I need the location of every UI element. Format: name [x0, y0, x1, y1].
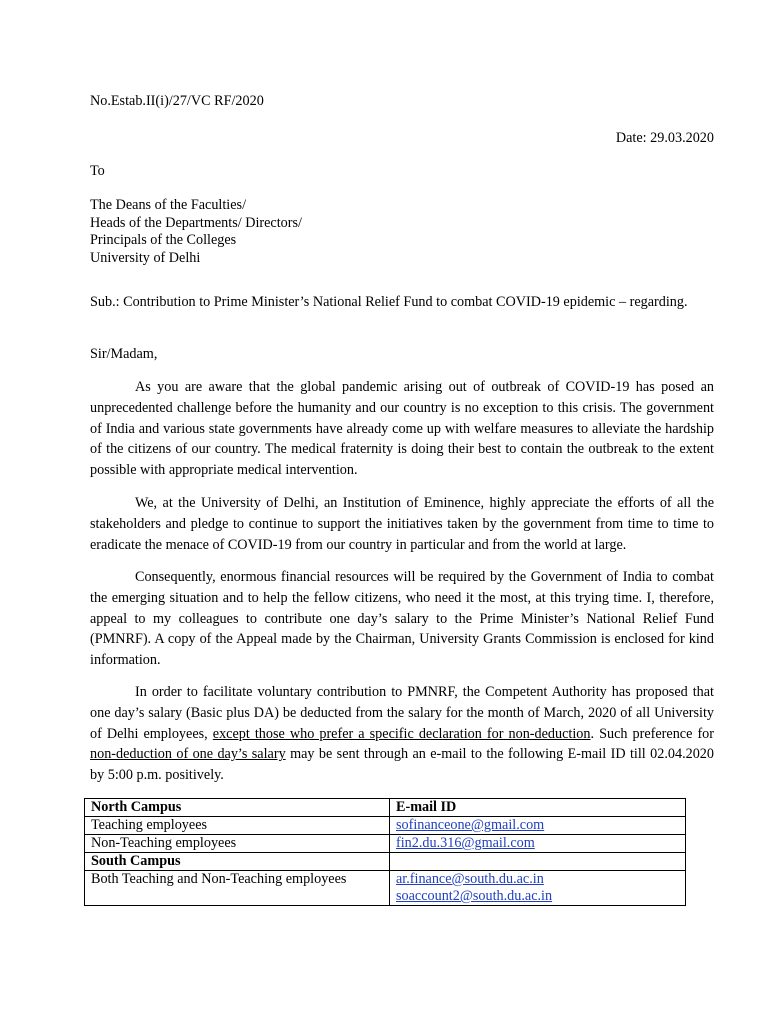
- salutation: Sir/Madam,: [90, 346, 158, 362]
- email-cell: [390, 871, 686, 906]
- to-label: To: [90, 163, 105, 179]
- north-campus-header: North Campus: [85, 799, 390, 817]
- addressee-line: The Deans of the Faculties/: [90, 197, 247, 213]
- table-header-row: [85, 799, 686, 817]
- paragraph-2-text: We, at the University of Delhi, an Institution of Eminence, highly appreciate the efforts of all the stakeholders and pledge to continue to support the initiatives taken by the government from time to time to eradicate the menace of COVID-19 from our country in particular and from the world at large.: [90, 495, 714, 553]
- email-link[interactable]: soaccount2@south.du.ac.in: [396, 888, 553, 904]
- non-teaching-employees-cell: Non-Teaching employees: [85, 835, 390, 853]
- paragraph-1-text: As you are aware that the global pandemic arising out of outbreak of COVID-19 has posed an unprecedented challenge before the humanity and our country is no exception to this crisis. The government of India and various state governments have already come up with welfare measures to alleviate the hardship of the citizens of our country. The medical fraternity is doing their best to contain the outbreak to the extent possible with appropriate medical intervention.: [90, 379, 714, 479]
- letter-date: Date: 29.03.2020: [615, 130, 714, 146]
- subject-text: Contribution to Prime Minister’s National Relief Fund to combat COVID-19 epidemic – regarding.: [123, 294, 688, 310]
- table-row: [85, 871, 686, 906]
- paragraph-1: [90, 377, 714, 481]
- email-cell: [390, 817, 686, 835]
- non-deduction-phrase: non-deduction of one day’s salary: [90, 746, 286, 763]
- email-link[interactable]: sofinanceone@gmail.com: [396, 817, 545, 833]
- paragraph-4-text: In order to facilitate voluntary contribution to PMNRF, the Competent Authority has proposed that one day’s salary (Basic plus DA) be deducted from the salary for the month of March, 2020 of all University of Delhi employees,: [90, 684, 714, 742]
- table-row: [85, 835, 686, 853]
- all-employees-cell: Both Teaching and Non-Teaching employees: [85, 871, 390, 906]
- addressee-block: [90, 197, 302, 267]
- paragraph-4: [90, 682, 714, 786]
- subject-line: [90, 292, 714, 312]
- south-campus-header: South Campus: [85, 853, 390, 871]
- email-cell: [390, 835, 686, 853]
- subject-label: Sub.:: [90, 294, 120, 310]
- table-row: [85, 817, 686, 835]
- email-id-header: E-mail ID: [390, 799, 686, 817]
- paragraph-3: [90, 567, 714, 671]
- addressee-line: Heads of the Departments/ Directors/: [90, 214, 302, 231]
- non-deduction-clause: except those who prefer a specific declaration for non-deduction: [212, 725, 591, 742]
- teaching-employees-cell: Teaching employees: [85, 817, 390, 835]
- paragraph-3-text: Consequently, enormous financial resources will be required by the Government of India to combat the emerging situation and to help the fellow citizens, who need it the most, at this trying time. I, therefore, appeal to my colleagues to contribute one day’s salary to the Prime Minister’s National Relief Fund (PMNRF). A copy of the Appeal made by the Chairman, University Grants Commission is enclosed for kind information.: [90, 569, 714, 669]
- addressee-line: University of Delhi: [90, 249, 201, 266]
- paragraph-4-text: . Such preference for: [590, 725, 714, 742]
- paragraph-4-text: may be sent through an e-mail to the following E-mail ID till 02.04.2020 by 5:00 p.m. positively.: [90, 746, 714, 784]
- table-row: [85, 853, 686, 871]
- addressee-line: Principals of the Colleges: [90, 232, 237, 248]
- paragraph-2: [90, 493, 714, 555]
- email-link[interactable]: ar.finance@south.du.ac.in: [396, 871, 544, 887]
- email-contact-table: [84, 798, 686, 906]
- email-link[interactable]: fin2.du.316@gmail.com: [396, 835, 535, 851]
- empty-cell: [390, 853, 686, 871]
- reference-number: No.Estab.II(i)/27/VC RF/2020: [90, 93, 264, 109]
